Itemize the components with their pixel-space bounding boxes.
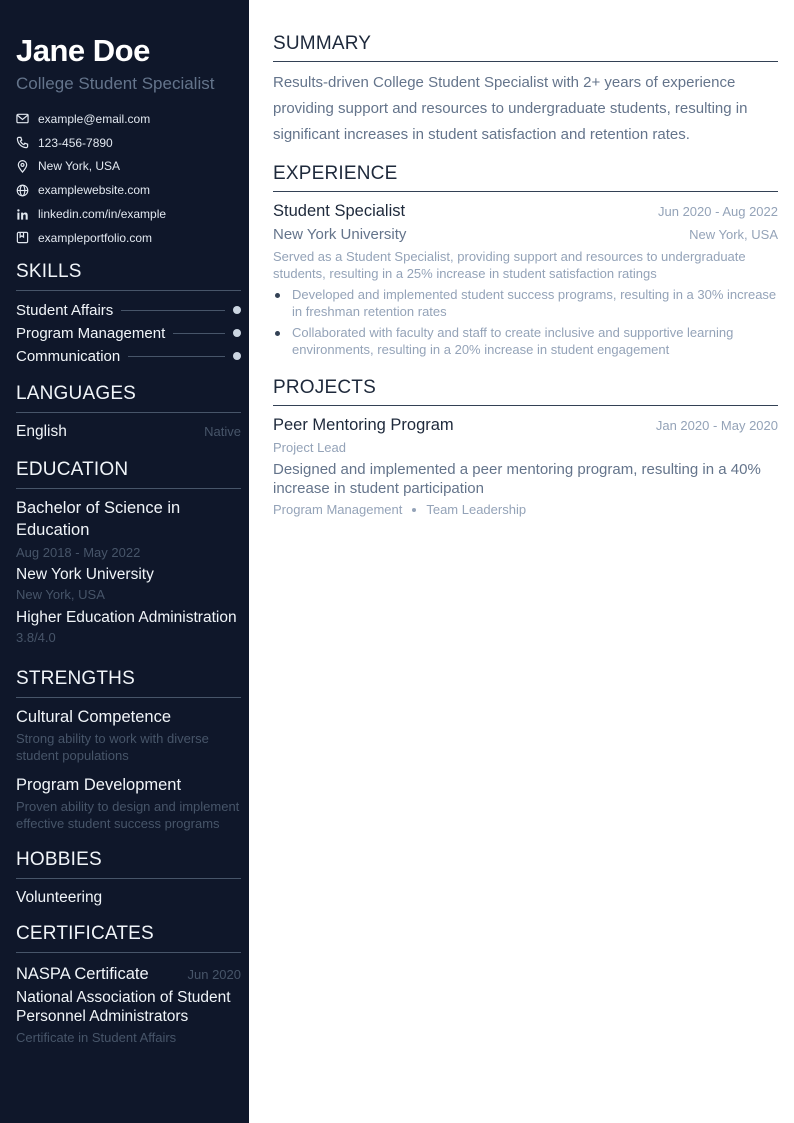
candidate-name: Jane Doe bbox=[16, 33, 150, 68]
languages-section bbox=[16, 382, 241, 442]
skill-divider bbox=[173, 333, 225, 334]
certificate-name: NASPA Certificate bbox=[16, 964, 149, 983]
education-section bbox=[16, 458, 241, 647]
projects-heading: PROJECTS bbox=[273, 376, 778, 406]
globe-icon bbox=[16, 184, 29, 197]
experience-location: New York, USA bbox=[689, 227, 778, 242]
skill-level-dot bbox=[233, 329, 241, 337]
language-level: Native bbox=[204, 423, 241, 439]
contact-location-text: New York, USA bbox=[38, 159, 121, 174]
contact-list bbox=[16, 107, 241, 250]
candidate-role: College Student Specialist bbox=[16, 74, 215, 93]
certificates-heading: CERTIFICATES bbox=[16, 922, 241, 953]
skill-divider bbox=[121, 310, 225, 311]
education-location: New York, USA bbox=[16, 586, 105, 602]
contact-email-text: example@email.com bbox=[38, 111, 151, 126]
bullet-icon bbox=[275, 293, 280, 298]
main-content bbox=[273, 32, 778, 517]
skill-label: Program Management bbox=[16, 324, 166, 342]
skill-label: Communication bbox=[16, 347, 121, 365]
skill-item bbox=[16, 299, 241, 322]
strength-title: Cultural Competence bbox=[16, 707, 171, 726]
contact-linkedin[interactable] bbox=[16, 202, 241, 226]
linkedin-icon bbox=[16, 208, 29, 221]
summary-heading: SUMMARY bbox=[273, 32, 778, 62]
skill-divider bbox=[128, 356, 225, 357]
languages-heading: LANGUAGES bbox=[16, 382, 241, 413]
skill-label: Student Affairs bbox=[16, 301, 114, 319]
experience-header bbox=[273, 200, 778, 222]
experience-title: Student Specialist bbox=[273, 202, 406, 220]
education-heading: EDUCATION bbox=[16, 458, 241, 489]
skill-item bbox=[16, 322, 241, 345]
contact-phone[interactable] bbox=[16, 131, 241, 155]
tag-separator-icon bbox=[412, 508, 416, 512]
skill-level-dot bbox=[233, 352, 241, 360]
education-dates: Aug 2018 - May 2022 bbox=[16, 544, 141, 560]
bullet-icon bbox=[275, 331, 280, 336]
project-title: Peer Mentoring Program bbox=[273, 416, 454, 434]
contact-phone-text: 123-456-7890 bbox=[38, 135, 113, 150]
education-school: New York University bbox=[16, 565, 154, 583]
experience-heading: EXPERIENCE bbox=[273, 162, 778, 192]
experience-dates: Jun 2020 - Aug 2022 bbox=[658, 204, 778, 219]
strengths-heading: STRENGTHS bbox=[16, 667, 241, 698]
list-item bbox=[273, 286, 778, 320]
experience-company: New York University bbox=[273, 226, 407, 243]
certificate-date: Jun 2020 bbox=[187, 966, 241, 982]
skills-section bbox=[16, 260, 241, 368]
contact-website[interactable] bbox=[16, 178, 241, 202]
education-degree: Bachelor of Science in Education bbox=[16, 498, 181, 539]
bullet-text: Developed and implemented student success programs, resulting in a 30% increase in freshman retention rates bbox=[292, 287, 777, 319]
contact-email[interactable] bbox=[16, 107, 241, 131]
contact-linkedin-text: linkedin.com/in/example bbox=[38, 207, 167, 222]
strength-title: Program Development bbox=[16, 775, 182, 794]
projects-section bbox=[273, 376, 778, 517]
strength-description: Strong ability to work with diverse student populations bbox=[16, 730, 209, 763]
summary-text: Results-driven College Student Specialist with 2+ years of experience providing support and resources to undergraduate students, resulting in significant increases in student satisfaction and retention rates. bbox=[273, 74, 748, 143]
summary-section bbox=[273, 32, 778, 148]
contact-location bbox=[16, 155, 241, 179]
strength-item bbox=[16, 774, 241, 832]
experience-bullets bbox=[273, 286, 778, 358]
location-icon bbox=[16, 160, 29, 173]
project-dates: Jan 2020 - May 2020 bbox=[655, 418, 778, 433]
list-item bbox=[273, 324, 778, 358]
certificate-issuer: National Association of Student Personnel Administrators bbox=[16, 988, 231, 1025]
experience-org bbox=[273, 224, 778, 245]
education-gpa: 3.8/4.0 bbox=[16, 629, 56, 645]
strength-item bbox=[16, 706, 241, 764]
contact-portfolio[interactable] bbox=[16, 226, 241, 250]
project-tag: Program Management bbox=[273, 502, 403, 517]
language-item bbox=[16, 421, 241, 442]
project-description: Designed and implemented a peer mentoring program, resulting in a 40% increase in student participation bbox=[273, 461, 761, 497]
certificates-section bbox=[16, 922, 241, 1047]
certificate-header bbox=[16, 961, 241, 985]
bullet-text: Collaborated with faculty and staff to create inclusive and supportive learning environments, resulting in a 20% increase in student engagement bbox=[292, 325, 734, 357]
hobby-item: Volunteering bbox=[16, 888, 103, 906]
contact-portfolio-text: exampleportfolio.com bbox=[38, 230, 153, 245]
portfolio-icon bbox=[16, 231, 29, 244]
language-name: English bbox=[16, 422, 67, 440]
skills-heading: SKILLS bbox=[16, 260, 241, 291]
sidebar bbox=[0, 0, 249, 1123]
skill-item bbox=[16, 345, 241, 368]
strength-description: Proven ability to design and implement effective student success programs bbox=[16, 798, 240, 831]
project-tag: Team Leadership bbox=[426, 502, 527, 517]
strengths-section bbox=[16, 667, 241, 832]
contact-website-text: examplewebsite.com bbox=[38, 183, 151, 198]
project-header bbox=[273, 414, 778, 436]
hobbies-section bbox=[16, 848, 241, 908]
phone-icon bbox=[16, 136, 29, 149]
mail-icon bbox=[16, 112, 29, 125]
certificate-detail: Certificate in Student Affairs bbox=[16, 1029, 177, 1045]
experience-description: Served as a Student Specialist, providing support and resources to undergraduate students, resulting in a 25% increase in student satisfaction ratings bbox=[273, 249, 746, 281]
project-tags bbox=[273, 502, 778, 517]
skill-level-dot bbox=[233, 306, 241, 314]
hobbies-heading: HOBBIES bbox=[16, 848, 241, 879]
education-field: Higher Education Administration bbox=[16, 608, 237, 626]
project-role: Project Lead bbox=[273, 440, 346, 455]
experience-section bbox=[273, 162, 778, 358]
